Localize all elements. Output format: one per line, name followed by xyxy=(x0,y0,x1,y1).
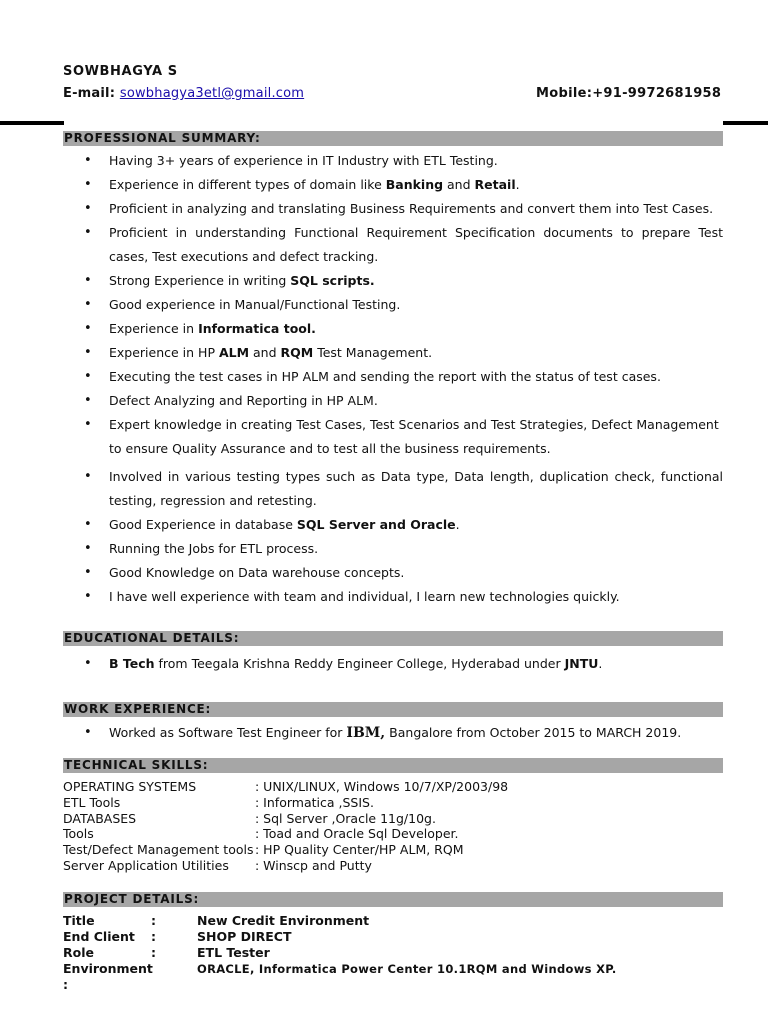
section-work-experience: WORK EXPERIENCE: xyxy=(63,702,723,717)
section-professional-summary: PROFESSIONAL SUMMARY: xyxy=(63,131,723,146)
email-line xyxy=(63,86,304,101)
list-item: • Expert knowledge in creating Test Cases, Test Scenarios and Test Strategies, Defect Management to ensure Quality Assurance and to test all the business requirements. xyxy=(80,413,723,461)
list-item: • Worked as Software Test Engineer for IBM, Bangalore from October 2015 to MARCH 2019. xyxy=(80,721,723,745)
candidate-name: SOWBHAGYA S xyxy=(63,64,178,79)
list-item: • B Tech from Teegala Krishna Reddy Engineer College, Hyderabad under JNTU. xyxy=(80,652,723,676)
list-item: • Involved in various testing types such as Data type, Data length, duplication check, functional testing, regression and retesting. xyxy=(80,465,723,513)
list-item: • Experience in Informatica tool. xyxy=(80,317,723,341)
list-item: • Running the Jobs for ETL process. xyxy=(80,537,723,561)
list-item: • Strong Experience in writing SQL scripts. xyxy=(80,269,723,293)
list-item: • Proficient in understanding Functional Requirement Specification documents to prepare Test cases, Test executions and defect tracking. xyxy=(80,221,723,269)
list-item: • Having 3+ years of experience in IT Industry with ETL Testing. xyxy=(80,149,723,173)
skill-row: OPERATING SYSTEMS : UNIX/LINUX, Windows 10/7/XP/2003/98 xyxy=(63,779,509,794)
header-rule-left xyxy=(0,121,64,125)
list-item: • Good Knowledge on Data warehouse concepts. xyxy=(80,561,723,585)
email-link[interactable]: sowbhagya3etl@gmail.com xyxy=(119,86,305,101)
skill-row: Tools : Toad and Oracle Sql Developer. xyxy=(63,826,459,842)
list-item: • Proficient in analyzing and translating Business Requirements and convert them into Test Cases. xyxy=(80,197,723,221)
list-item: • Good experience in Manual/Functional Testing. xyxy=(80,293,723,317)
list-item: • Executing the test cases in HP ALM and sending the report with the status of test cases. xyxy=(80,365,723,389)
list-item: • I have well experience with team and individual, I learn new technologies quickly. xyxy=(80,585,723,609)
project-row: End Client : SHOP DIRECT xyxy=(63,929,292,944)
project-row: Role : ETL Tester xyxy=(63,945,270,960)
skill-row: Server Application Utilities : Winscp and Putty xyxy=(63,857,372,873)
email-label: E-mail: xyxy=(63,86,116,101)
skill-row: ETL Tools : Informatica ,SSIS. xyxy=(63,794,374,810)
skills-table xyxy=(63,779,508,874)
skill-row: Test/Defect Management tools : HP Quality Center/HP ALM, RQM xyxy=(63,842,464,858)
project-row: Environment : ORACLE, Informatica Power Center 10.1RQM and Windows XP. xyxy=(63,961,617,992)
skill-row: DATABASES : Sql Server ,Oracle 11g/10g. xyxy=(63,810,436,826)
section-educational-details: EDUCATIONAL DETAILS: xyxy=(63,631,723,646)
education-list xyxy=(80,652,723,676)
list-item: • Good Experience in database SQL Server and Oracle. xyxy=(80,513,723,537)
list-item: • Experience in different types of domain like Banking and Retail. xyxy=(80,173,723,197)
list-item: • Defect Analyzing and Reporting in HP ALM. xyxy=(80,389,723,413)
mobile-number: Mobile:+91-9972681958 xyxy=(536,86,722,101)
summary-list xyxy=(80,149,723,609)
section-technical-skills: TECHNICAL SKILLS: xyxy=(63,758,723,773)
list-item: • Experience in HP ALM and RQM Test Management. xyxy=(80,341,723,365)
project-table xyxy=(63,913,617,993)
work-list xyxy=(80,721,723,745)
section-project-details: PROJECT DETAILS: xyxy=(63,892,723,907)
header-rule-right xyxy=(723,121,768,125)
project-row: Title : New Credit Environment xyxy=(63,913,370,928)
